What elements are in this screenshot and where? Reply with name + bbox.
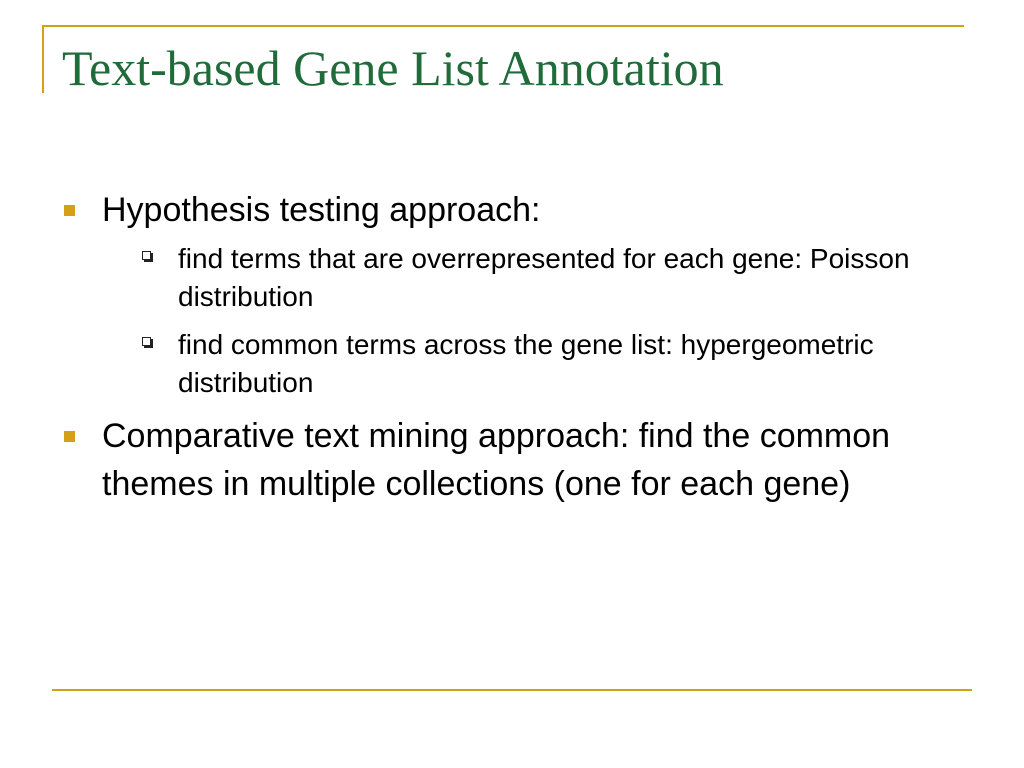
sub-bullet-list	[102, 240, 972, 402]
hollow-square-bullet-icon	[142, 337, 151, 346]
bullet-text: Comparative text mining approach: find the common themes in multiple collections (one for each gene)	[102, 417, 891, 503]
bottom-divider-line	[52, 689, 972, 691]
bullet-text: Hypothesis testing approach:	[102, 191, 541, 229]
bullet-list	[62, 186, 972, 514]
bullet-item-comparative-text-mining	[62, 412, 972, 508]
sub-bullet-text: find common terms across the gene list: hypergeometric distribution	[178, 329, 874, 398]
hollow-square-bullet-icon	[142, 251, 151, 260]
bullet-item-hypothesis-testing	[62, 186, 972, 402]
slide-title: Text-based Gene List Annotation	[62, 40, 724, 96]
left-accent-line	[42, 25, 44, 93]
gold-square-bullet-icon	[64, 205, 75, 216]
sub-bullet-text: find terms that are overrepresented for each gene: Poisson distribution	[178, 243, 910, 312]
sub-bullet-item-poisson	[102, 240, 972, 316]
top-divider-line	[42, 25, 964, 27]
sub-bullet-item-hypergeometric	[102, 326, 972, 402]
gold-square-bullet-icon	[64, 431, 75, 442]
